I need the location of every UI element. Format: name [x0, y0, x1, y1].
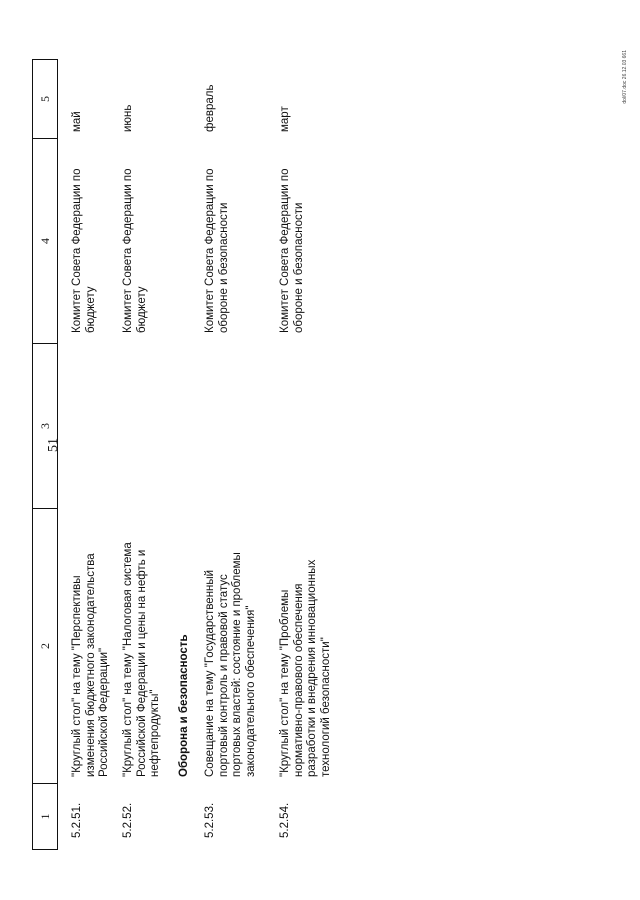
row-number: 5.2.54.	[279, 802, 291, 838]
row-responsible: Комитет Совета Федерации по обороне и безопасности	[279, 168, 305, 333]
section-title: Оборона и безопасность	[178, 634, 190, 777]
column-header-4: 4	[32, 139, 58, 344]
column-header-2: 2	[32, 509, 58, 784]
column-header-1: 1	[32, 784, 58, 850]
page-number: 51	[46, 438, 61, 452]
row-event: "Круглый стол" на тему "Проблемы нормативно-правового обеспечения разработки и внедрения инновационных технологий безопасности"	[279, 559, 332, 777]
row-event: Совещание на тему "Государственный портовый контроль и правовой статус портовых властей: состояние и проблемы законодательного обеспечения"	[204, 552, 257, 777]
row-month: февраль	[204, 84, 216, 132]
row-responsible: Комитет Совета Федерации по обороне и безопасности	[204, 168, 230, 333]
row-month: май	[71, 111, 83, 132]
column-header-5: 5	[32, 59, 58, 139]
row-number: 5.2.53.	[204, 802, 216, 838]
row-event: "Круглый стол" на тему "Перспективы изменения бюджетного законодательства Российской Федерации"	[71, 553, 110, 777]
row-event: "Круглый стол" на тему "Налоговая система Российской Федерации и цены на нефть и нефтепродукты"	[122, 542, 161, 777]
row-number: 5.2.52.	[122, 802, 134, 838]
row-responsible: Комитет Совета Федерации по бюджету	[122, 168, 148, 333]
row-responsible: Комитет Совета Федерации по бюджету	[71, 168, 97, 333]
column-header-3: 3	[32, 344, 58, 509]
row-month: март	[279, 106, 291, 132]
row-number: 5.2.51.	[71, 802, 83, 838]
footer-code: dol/07.doc 26.12.03 661	[622, 50, 628, 104]
row-month: июнь	[122, 104, 134, 132]
